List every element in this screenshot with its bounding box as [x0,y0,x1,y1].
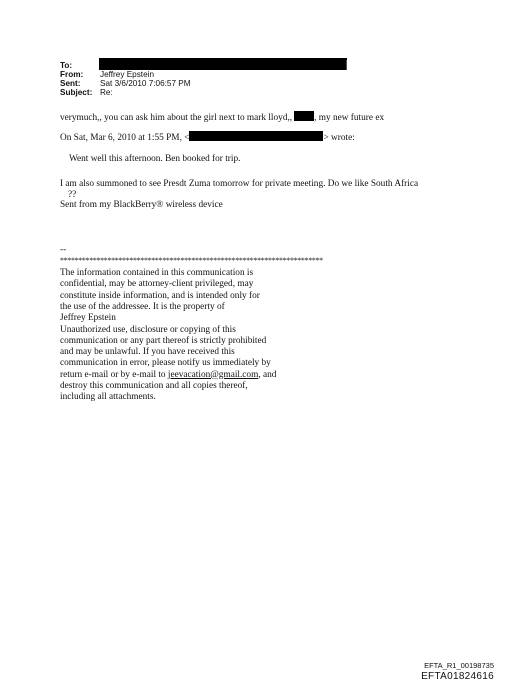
sent-value: Sat 3/6/2010 7:06:57 PM [100,79,191,88]
disclaimer-line: confidential, may be attorney-client privileged, may [60,279,254,290]
disclaimer-line: and may be unlawful. If you have received this [60,347,235,358]
reply-text-end: , my new future ex [314,113,385,123]
from-label: From: [60,70,84,79]
disclaimer-line: The information contained in this communication is [60,268,254,278]
to-recipient-redaction [99,58,347,70]
disclaimer-line: Jeffrey Epstein [60,313,116,324]
device-signature: Sent from my BlackBerry® wireless device [60,200,223,210]
bates-number: EFTA01824616 [421,671,494,682]
to-label: To: [60,61,73,70]
disclaimer-email-line [60,370,276,381]
quoted-message-2: I am also summoned to see Presdt Zuma tomorrow for private meeting. Do we like South Africa [60,179,419,189]
bates-number-r1: EFTA_R1_00198735 [424,661,494,670]
quote-attribution-start: On Sat, Mar 6, 2010 at 1:55 PM, < [60,133,190,143]
disclaimer-line: including all attachments. [60,392,156,403]
separator-dashes: -- [60,245,67,255]
reply-text-start: verymuch,, you can ask him about the girl next to mark lloyd,, [60,113,293,123]
quote-attribution-end: > wrote: [323,133,355,143]
from-value: Jeffrey Epstein [100,70,155,79]
reply-line [60,111,384,124]
subject-label: Subject: [60,88,93,97]
sent-label: Sent: [60,79,81,88]
disclaimer-line: constitute inside information, and is intended only for [60,290,260,301]
quoted-message-2-continuation: ?? [68,190,77,200]
sender-email-redaction [189,131,323,141]
disclaimer-line: communication in error, please notify us immediately by [60,358,271,369]
redaction-edge-mark [346,60,347,70]
quoted-message-1: Went well this afternoon. Ben booked for trip. [69,154,241,164]
subject-value: Re: [100,88,113,97]
disclaimer-line: Unauthorized use, disclosure or copying of this [60,324,236,335]
quote-attribution [60,131,355,144]
contact-email-link[interactable]: jeevacation@gmail.com [167,369,259,380]
disclaimer-email-prefix: return e-mail or by e-mail to [60,369,168,380]
name-redaction [294,111,314,121]
asterisk-divider: ************************************************************************ [60,256,323,265]
disclaimer-line: destroy this communication and all copies thereof, [60,381,248,391]
disclaimer-email-suffix: , and [258,369,277,380]
disclaimer-line: the use of the addressee. It is the property of [60,301,225,312]
disclaimer-line: communication or any part thereof is strictly prohibited [60,335,267,346]
